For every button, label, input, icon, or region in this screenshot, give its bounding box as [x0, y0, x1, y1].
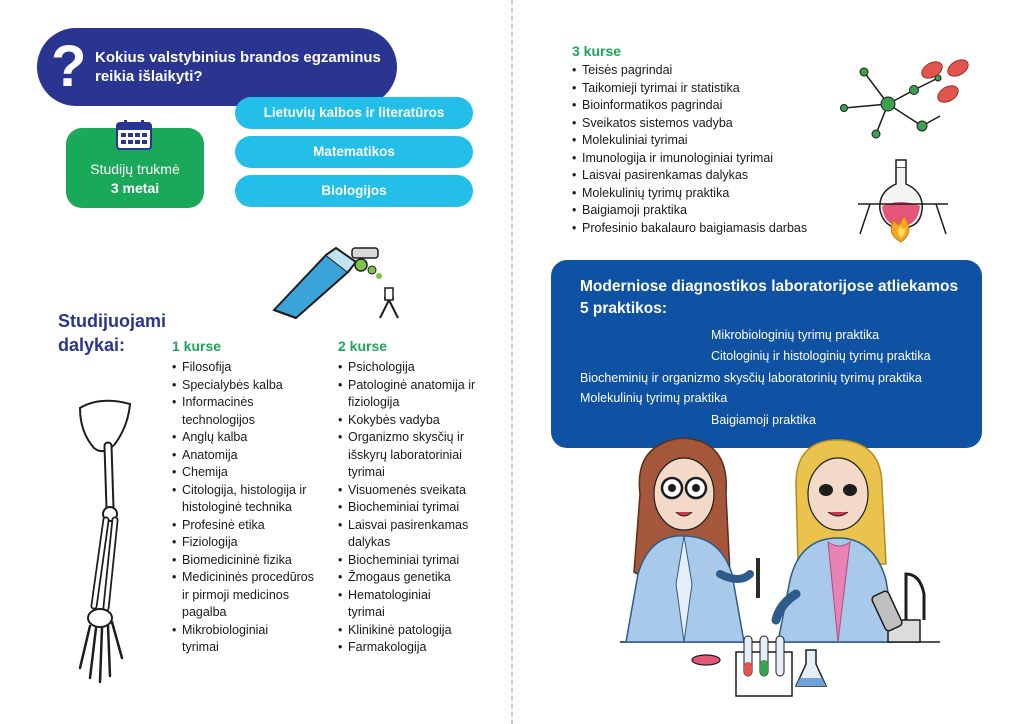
arm-bones-illustration [60, 396, 170, 696]
duration-value: 3 metai [110, 180, 160, 196]
list-item: • Profesinio bakalauro baigiamasis darbas [572, 220, 842, 238]
practice-item: Citologinių ir histologinių tyrimų praktika [711, 349, 931, 363]
list-item: • Visuomenės sveikata [338, 482, 488, 500]
list-item: • Farmakologija [338, 639, 488, 657]
list-item: • Medicininės procedūros ir pirmoji medicinos pagalba [172, 569, 314, 622]
list-item: • Citologija, histologija ir histologinė technika [172, 482, 312, 517]
molecule-illustration [836, 56, 976, 146]
question-mark-icon: ? [51, 34, 87, 99]
year2-subject-list [338, 359, 488, 657]
list-item: • Informacinės technologijos [172, 394, 282, 429]
page-fold [511, 0, 513, 724]
calendar-icon [116, 120, 152, 150]
list-item: • Fiziologija [172, 534, 322, 552]
test-tube-illustration [266, 240, 416, 320]
lab-technicians-illustration [620, 424, 940, 716]
list-item: • Žmogaus genetika [338, 569, 488, 587]
practice-item: Molekulinių tyrimų praktika [580, 391, 728, 405]
exam-pill-mathematics: Matematikos [235, 136, 473, 168]
list-item: • Organizmo skysčių ir išskyrų laboratoriniai tyrimai [338, 429, 483, 482]
list-item: • Molekulinių tyrimų praktika [572, 185, 842, 203]
practices-box [551, 260, 982, 448]
year3-title: 3 kurse [572, 43, 622, 59]
practice-item: Mikrobiologinių tyrimų praktika [711, 328, 880, 342]
exam-question-banner [37, 28, 397, 106]
exam-pill-lithuanian: Lietuvių kalbos ir literatūros [235, 97, 473, 129]
exam-question-text: Kokius valstybinius brandos egzaminus reikia išlaikyti? [95, 49, 381, 85]
list-item: • Patologinė anatomija ir fiziologija [338, 377, 483, 412]
list-item: • Imunologija ir imunologiniai tyrimai [572, 150, 842, 168]
list-item: • Klinikinė patologija [338, 622, 488, 640]
list-item: • Molekuliniai tyrimai [572, 132, 842, 150]
list-item: • Kokybės vadyba [338, 412, 488, 430]
year1-title: 1 kurse [172, 338, 222, 354]
list-item: • Psichologija [338, 359, 488, 377]
list-item: • Baigiamoji praktika [572, 202, 842, 220]
duration-label: Studijų trukmė [90, 161, 180, 177]
list-item: • Specialybės kalba [172, 377, 322, 395]
list-item: • Biocheminiai tyrimai [338, 499, 488, 517]
list-item: • Filosofija [172, 359, 322, 377]
list-item: • Bioinformatikos pagrindai [572, 97, 842, 115]
year1-subject-list [172, 359, 322, 657]
list-item: • Mikrobiologiniai tyrimai [172, 622, 292, 657]
list-item: • Sveikatos sistemos vadyba [572, 115, 842, 133]
list-item: • Chemija [172, 464, 322, 482]
list-item: • Taikomieji tyrimai ir statistika [572, 80, 842, 98]
list-item: • Biocheminiai tyrimai [338, 552, 488, 570]
subjects-title: Studijuojami dalykai: [58, 311, 166, 355]
practice-item: Biocheminių ir organizmo skysčių laboratorinių tyrimų praktika [580, 371, 922, 385]
list-item: • Biomedicininė fizika [172, 552, 322, 570]
list-item: • Anglų kalba [172, 429, 322, 447]
flask-flame-illustration [856, 158, 950, 242]
list-item: • Laisvai pasirenkamas dalykas [338, 517, 483, 552]
list-item: • Hematologiniai tyrimai [338, 587, 458, 622]
list-item: • Anatomija [172, 447, 322, 465]
year3-subject-list [572, 62, 842, 237]
exam-pill-biology: Biologijos [235, 175, 473, 207]
study-duration-box [66, 128, 204, 208]
list-item: • Laisvai pasirenkamas dalykas [572, 167, 842, 185]
year2-title: 2 kurse [338, 338, 388, 354]
practice-item: Baigiamoji praktika [711, 413, 816, 427]
list-item: • Teisės pagrindai [572, 62, 842, 80]
practices-title: Moderniose diagnostikos laboratorijose atliekamos 5 praktikos: [580, 278, 959, 317]
list-item: • Profesinė etika [172, 517, 322, 535]
